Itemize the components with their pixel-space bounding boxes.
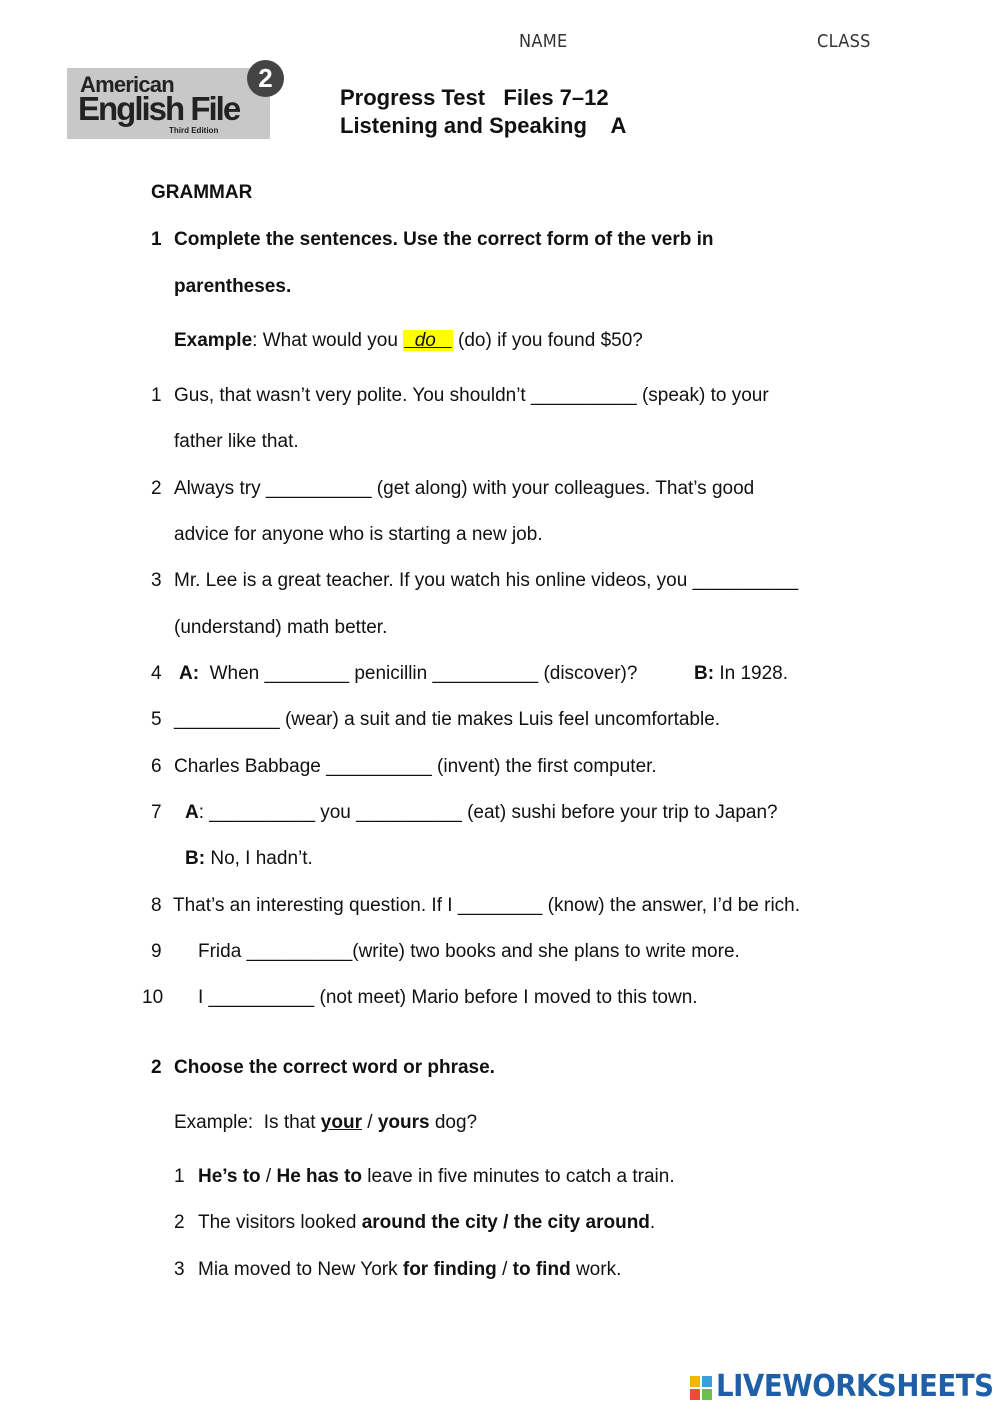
- item-text: I __________ (not meet) Mario before I moved to this town.: [198, 987, 698, 1008]
- item-dialogue-a: [179, 663, 637, 685]
- item-text: That’s an interesting question. If I ________ (know) the answer, I’d be rich.: [173, 895, 801, 916]
- choice-option-2: the city around: [513, 1212, 650, 1233]
- exercise2-instruction: Choose the correct word or phrase.: [174, 1057, 495, 1078]
- item-text: Always try __________ (get along) with your colleagues. That’s good: [174, 478, 755, 499]
- example-after: dog?: [429, 1112, 478, 1133]
- choice-after: leave in five minutes to catch a train.: [362, 1166, 675, 1187]
- liveworksheets-icon: [690, 1376, 712, 1400]
- test-title-line2: Listening and Speaking A: [340, 113, 627, 138]
- item-text-cont: (understand) math better.: [174, 617, 388, 638]
- item-text: Charles Babbage __________ (invent) the first computer.: [174, 756, 657, 777]
- logo-line2: English File: [78, 90, 240, 127]
- speaker-a-label: A: [185, 802, 199, 823]
- item-number: 8: [151, 895, 162, 916]
- exercise2-example: [174, 1112, 477, 1134]
- item-number: 3: [174, 1259, 185, 1280]
- choice-before: Mia moved to New York: [198, 1259, 403, 1280]
- item-text-cont: advice for anyone who is starting a new job.: [174, 524, 543, 545]
- speaker-a-text: : __________ you __________ (eat) sushi before your trip to Japan?: [198, 802, 778, 823]
- example-option-2: yours: [377, 1112, 430, 1133]
- liveworksheets-wordmark: LIVEWORKSHEETS: [716, 1369, 994, 1404]
- item-text: Gus, that wasn’t very polite. You shouldn’t __________ (speak) to your: [174, 385, 769, 406]
- example-label: Example: Is that: [174, 1112, 321, 1133]
- item-number: 1: [151, 385, 162, 406]
- choice-option-2: to find: [512, 1259, 571, 1280]
- choice-option-1: He’s to: [198, 1166, 261, 1187]
- item-number: 6: [151, 756, 162, 777]
- option-separator: /: [260, 1166, 277, 1187]
- choice-before: The visitors looked: [198, 1212, 362, 1233]
- speaker-b-text: No, I hadn’t.: [205, 848, 313, 869]
- choice-after: .: [649, 1212, 656, 1233]
- test-title-line1: Progress Test Files 7–12: [340, 85, 609, 110]
- item-dialogue-b: [185, 848, 313, 870]
- name-label: NAME: [519, 31, 568, 52]
- item-number: 4: [151, 663, 162, 684]
- item-number: 5: [151, 709, 162, 730]
- class-label: CLASS: [817, 31, 871, 52]
- example-option-1: your: [320, 1112, 362, 1133]
- item-number: 10: [142, 987, 164, 1008]
- option-separator: /: [496, 1259, 513, 1280]
- example-label: Example: [174, 330, 253, 351]
- choice-option-1: around the city: [361, 1212, 498, 1233]
- choice-item: [198, 1166, 675, 1188]
- exercise1-example: [174, 330, 643, 352]
- item-number: 2: [151, 478, 162, 499]
- example-before: What would you: [257, 330, 404, 351]
- choice-after: work.: [570, 1259, 622, 1280]
- logo-number-badge: 2: [247, 60, 284, 97]
- option-separator: /: [361, 1112, 378, 1133]
- speaker-b-label: B:: [185, 848, 206, 869]
- item-text: Frida __________(write) two books and she plans to write more.: [198, 941, 740, 962]
- choice-option-2: He has to: [276, 1166, 363, 1187]
- speaker-b-text: In 1928.: [714, 663, 789, 684]
- option-separator: /: [497, 1212, 514, 1233]
- example-answer: do: [404, 330, 452, 351]
- item-number: 3: [151, 570, 162, 591]
- logo-line1: American: [80, 72, 174, 97]
- item-dialogue-a: [185, 802, 778, 824]
- item-text: Mr. Lee is a great teacher. If you watch his online videos, you __________: [174, 570, 799, 591]
- choice-item: [198, 1259, 621, 1281]
- item-number: 7: [151, 802, 162, 823]
- exercise1-number: 1: [151, 229, 162, 250]
- example-after: (do) if you found $50?: [452, 330, 643, 351]
- speaker-a-text: When ________ penicillin __________ (discover)?: [199, 663, 638, 684]
- example-colon: :: [252, 330, 258, 351]
- exercise2-number: 2: [151, 1057, 162, 1078]
- item-dialogue-b: [694, 663, 788, 685]
- item-text-cont: father like that.: [174, 431, 299, 452]
- item-text: __________ (wear) a suit and tie makes Luis feel uncomfortable.: [174, 709, 721, 730]
- logo-edition: Third Edition: [169, 126, 219, 135]
- american-english-file-logo: [67, 63, 273, 139]
- choice-item: [198, 1212, 655, 1234]
- item-number: 2: [174, 1212, 185, 1233]
- item-number: 1: [174, 1166, 185, 1187]
- section-heading: GRAMMAR: [151, 182, 253, 203]
- speaker-a-label: A:: [179, 663, 200, 684]
- speaker-b-label: B:: [694, 663, 715, 684]
- choice-option-1: for finding: [402, 1259, 497, 1280]
- exercise1-instruction-cont: parentheses.: [174, 276, 292, 297]
- item-number: 9: [151, 941, 162, 962]
- exercise1-instruction: Complete the sentences. Use the correct form of the verb in: [174, 229, 714, 250]
